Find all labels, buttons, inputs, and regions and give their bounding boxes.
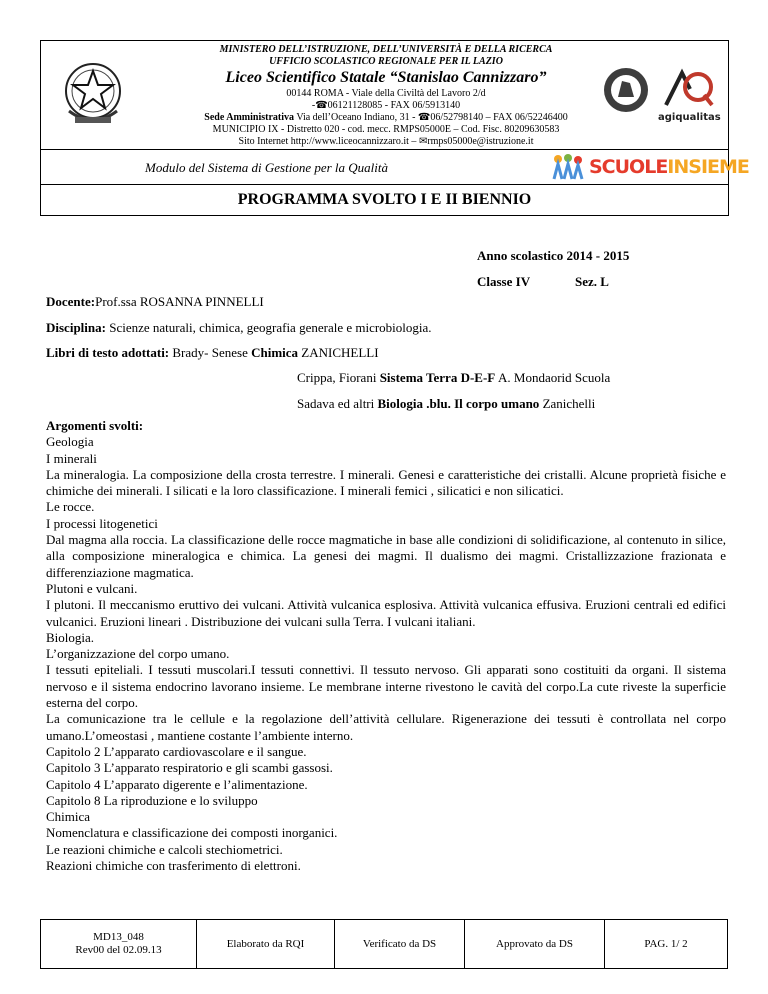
website-text[interactable]: Sito Internet http://www.liceocannizzaro.it – <box>238 136 417 147</box>
subject-label: Disciplina: <box>46 320 106 335</box>
section-label: Sez. L <box>575 274 609 289</box>
program-title: PROGRAMMA SVOLTO I E II BIENNIO <box>237 191 532 208</box>
agiqualitas-text: agiqualitas <box>658 112 721 123</box>
teacher-label: Docente: <box>46 294 96 309</box>
school-address: 00144 ROMA - Viale della Civiltà del Lavoro 2/d <box>286 88 486 99</box>
scuoleinsieme-logo <box>589 156 749 178</box>
textbook-2-title: Sistema Terra D-E-F <box>379 370 498 385</box>
class-label: Classe IV <box>477 274 531 289</box>
topic-chapter-8: Capitolo 8 La riproduzione e lo sviluppo <box>46 792 258 808</box>
admin-office-line <box>141 112 631 124</box>
topic-lithogenetic: I processi litogenetici <box>46 515 158 531</box>
topic-tissues-text: I tessuti epiteliali. I tessuti muscolari.I tessuti connettivi. Il tessuto nervoso. Gli apparati sono costituiti da organi. Il sistema nervoso e il sistema endocrino lavorano insieme. Le membrane interne rivestono le cavità del corpo.La cute riveste la superficie esterna del corpo. <box>46 662 726 711</box>
topic-reactions: Le reazioni chimiche e calcoli stechiometrici. <box>46 841 283 857</box>
textbook-1-title: Chimica <box>251 345 302 360</box>
topic-body-organization: L’organizzazione del corpo umano. <box>46 646 230 662</box>
regional-office: UFFICIO SCOLASTICO REGIONALE PER IL LAZIO <box>269 56 503 67</box>
topic-magma-text: Dal magma alla roccia. La classificazione delle rocce magmatiche in base alle condizioni di solidificazione, al contenuto in silice, alla composizione mineralogica e chimica. La genesi dei magmi. Il dualismo dei magmi. Cristallizzazione frazionata e differenziazione magmatica. <box>46 532 726 580</box>
document-footer <box>40 919 728 969</box>
school-name: Liceo Scientifico Statale “Stanislao Cannizzaro” <box>225 69 547 86</box>
topic-chemistry: Chimica <box>46 809 91 825</box>
municipio-line: MUNICIPIO IX - Distretto 020 - cod. mecc. RMPS05000E – Cod. Fisc. 80209630583 <box>212 124 560 135</box>
scuole-word: SCUOLE <box>589 156 668 178</box>
textbook-1-authors: Brady- Senese <box>169 345 252 360</box>
topic-redox: Reazioni chimiche con trasferimento di elettroni. <box>46 858 301 874</box>
textbook-3-publisher: Zanichelli <box>539 396 596 411</box>
school-email[interactable]: rmps05000e@istruzione.it <box>427 136 534 147</box>
school-year: Anno scolastico 2014 - 2015 <box>477 248 630 263</box>
subject-line <box>46 320 432 336</box>
textbook-line-2 <box>297 370 610 386</box>
agiqualitas-logo <box>658 65 721 125</box>
envelope-icon: ✉ <box>418 136 428 147</box>
school-phone-line: -☎06121128085 - FAX 06/5913140 <box>311 100 461 111</box>
header-title-row <box>41 185 728 215</box>
topic-chapter-2: Capitolo 2 L’apparato cardiovascolare e il sangue. <box>46 743 307 759</box>
footer-doc-code: MD13_048 <box>93 931 144 943</box>
topics-section <box>46 418 726 874</box>
admin-office-text: Via dell’Oceano Indiano, 31 - ☎06/52798140 – FAX 06/52246400 <box>296 112 568 123</box>
subject-value: Scienze naturali, chimica, geografia generale e microbiologia. <box>105 320 432 335</box>
topic-chapter-3: Capitolo 3 L’apparato respiratorio e gli scambi gassosi. <box>46 760 333 776</box>
footer-prepared-by: Elaborato da RQI <box>197 920 335 968</box>
footer-page-number: PAG. 1/ 2 <box>644 937 688 950</box>
textbooks-label: Libri di testo adottati: <box>46 345 170 360</box>
topics-heading: Argomenti svolti: <box>46 418 144 433</box>
textbook-3-title: Biologia .blu. Il corpo umano <box>377 396 540 411</box>
topic-plutons-volcanoes: Plutoni e vulcani. <box>46 580 138 596</box>
header-top-row <box>41 41 728 150</box>
quality-module-label: Modulo del Sistema di Gestione per la Qualità <box>145 160 389 175</box>
topic-rocks-text: Le rocce. <box>46 499 95 515</box>
teacher-line <box>46 294 264 310</box>
insieme-word: INSIEME <box>667 156 749 178</box>
footer-doc-code-cell <box>41 920 197 968</box>
phone-icon: ☎ <box>315 100 328 111</box>
topic-rocks <box>46 499 726 515</box>
footer-revision: Rev00 del 02.09.13 <box>75 944 162 956</box>
topic-chapter-4: Capitolo 4 L’apparato digerente e l’alimentazione. <box>46 776 308 792</box>
textbook-line-1 <box>46 345 379 361</box>
header-module-row <box>41 150 749 185</box>
teacher-name: Prof.ssa ROSANNA PINNELLI <box>95 294 264 309</box>
topic-plutons-text: I plutoni. Il meccanismo eruttivo dei vulcani. Attività vulcanica esplosiva. Attività vulcanica effusiva. Eruzioni centrali ed edifici vulcanici. Eruzioni lineari . Distribuzione dei vulcani sulla Terra. I vulcani italiani. <box>46 597 726 629</box>
topic-biology: Biologia. <box>46 629 95 645</box>
ministry-name: MINISTERO DELL’ISTRUZIONE, DELL’UNIVERSITÀ E DELLA RICERCA <box>219 44 553 55</box>
textbook-3-authors: Sadava ed altri <box>297 396 378 411</box>
website-line <box>141 136 631 148</box>
admin-office-label: Sede Amministrativa <box>204 112 295 123</box>
school-phone: 06121128085 - FAX 06/5913140 <box>327 100 461 111</box>
school-header-text <box>141 44 631 148</box>
accredia-logo <box>603 67 649 113</box>
footer-verified-by: Verificato da DS <box>335 920 465 968</box>
textbook-2-publisher: A. Mondaorid Scuola <box>498 370 611 385</box>
topic-minerals: I minerali <box>46 450 97 466</box>
document-header <box>40 40 749 216</box>
topic-cell-communication-text: La comunicazione tra le cellule e la regolazione dell’attività cellulare. Rigenerazione dei tessuti è controllata nel corpo umano.L’omeostasi , mantiene costante l’ambiente interno. <box>46 711 726 743</box>
footer-approved-by: Approvato da DS <box>465 920 605 968</box>
textbook-2-authors: Crippa, Fiorani <box>297 370 380 385</box>
scuoleinsieme-figures-icon <box>551 153 585 181</box>
textbook-line-3 <box>297 396 595 412</box>
topic-mineralogy-text: La mineralogia. La composizione della crosta terrestre. I minerali. Genesi e caratteristiche dei cristalli. Alcune proprietà fisiche e chimiche dei minerali. I silicati e la loro classificazione. I minerali femici , silicatici e non silicatici. <box>46 466 726 499</box>
topic-geology: Geologia <box>46 434 94 450</box>
textbook-1-publisher: ZANICHELLI <box>301 345 379 360</box>
agiqualitas-mark-icon <box>658 65 718 107</box>
italian-republic-emblem <box>61 57 125 129</box>
topic-nomenclature: Nomenclatura e classificazione dei composti inorganici. <box>46 825 338 841</box>
